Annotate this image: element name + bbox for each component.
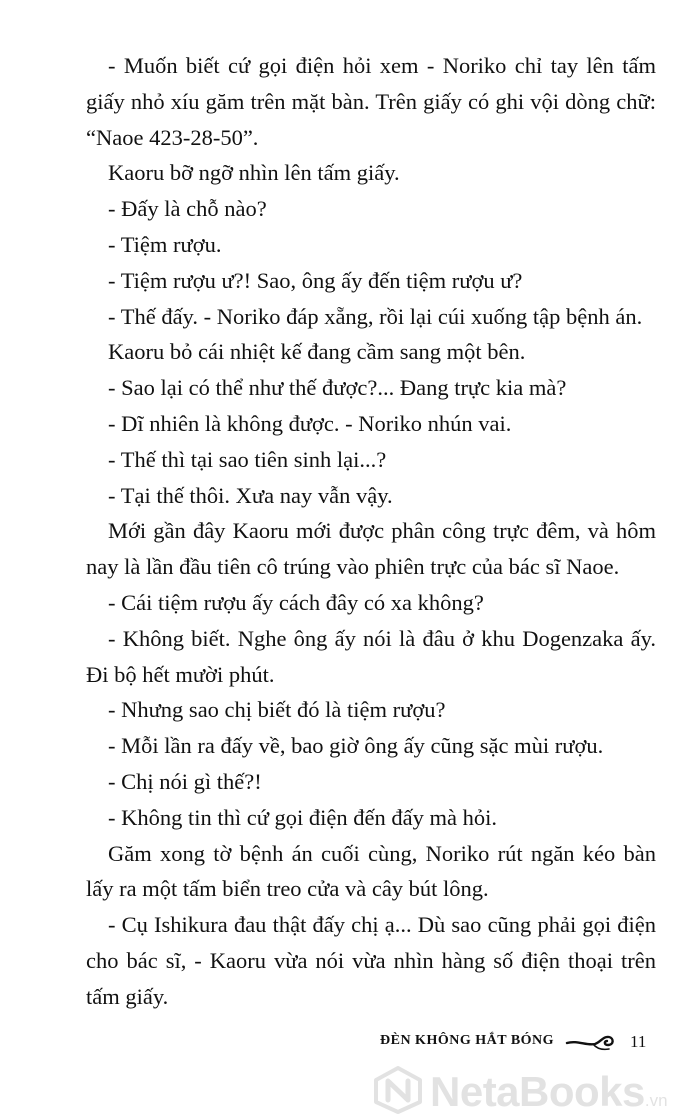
paragraph: - Mỗi lần ra đấy về, bao giờ ông ấy cũng sặc mùi rượu. (108, 733, 604, 759)
paragraph: - Tiệm rượu ư?! Sao, ông ấy đến tiệm rượu ư? (108, 267, 523, 293)
paragraph: - Nhưng sao chị biết đó là tiệm rượu? (108, 697, 446, 723)
paragraph: - Không tin thì cứ gọi điện đến đấy mà hỏi. (108, 804, 498, 830)
watermark (372, 1064, 697, 1118)
paragraph: - Tại thế thôi. Xưa nay vẫn vậy. (108, 482, 393, 508)
paragraph: - Muốn biết cứ gọi điện hỏi xem - Noriko chỉ tay lên tấm giấy nhỏ xíu găm trên mặt bàn. Trên giấy có ghi vội dòng chữ: “Naoe 423-28-50”. (86, 53, 656, 150)
paragraph: - Đấy là chỗ nào? (108, 196, 267, 222)
paragraph: Găm xong tờ bệnh án cuối cùng, Noriko rút ngăn kéo bàn lấy ra một tấm biển treo cửa và cây bút lông. (86, 840, 656, 902)
paragraph: Mới gần đây Kaoru mới được phân công trực đêm, và hôm nay là lần đầu tiên cô trúng vào phiên trực của bác sĩ Naoe. (86, 518, 656, 580)
paragraph: Kaoru bỡ ngỡ nhìn lên tấm giấy. (108, 160, 400, 186)
paragraph: - Thế đấy. - Noriko đáp xẵng, rồi lại cúi xuống tập bệnh án. (108, 303, 643, 329)
running-title: ĐÈN KHÔNG HẮT BÓNG (380, 1033, 555, 1048)
paragraph: - Thế thì tại sao tiên sinh lại...? (108, 446, 387, 472)
watermark-brand: NetaBooks (430, 1068, 645, 1115)
watermark-text (430, 1068, 668, 1116)
page-number: 11 (630, 1032, 647, 1051)
paragraph: - Cái tiệm rượu ấy cách đây có xa không? (108, 589, 484, 615)
paragraph: - Chị nói gì thế?! (108, 768, 262, 794)
paragraph: Kaoru bỏ cái nhiệt kế đang cầm sang một bên. (108, 339, 526, 365)
body-text (86, 48, 656, 1015)
netabooks-logo-icon (372, 1066, 424, 1114)
watermark-tld: .vn (644, 1091, 668, 1110)
paragraph: - Tiệm rượu. (108, 231, 222, 257)
paragraph: - Dĩ nhiên là không được. - Noriko nhún vai. (108, 410, 512, 436)
swash-flourish-icon (565, 1030, 617, 1054)
paragraph: - Sao lại có thể như thế được?... Đang trực kia mà? (108, 375, 567, 401)
paragraph: - Cụ Ishikura đau thật đấy chị ạ... Dù sao cũng phải gọi điện cho bác sĩ, - Kaoru vừa nói vừa nhìn hàng số điện thoại trên tấm giấy. (86, 912, 656, 1009)
paragraph: - Không biết. Nghe ông ấy nói là đâu ở khu Dogenzaka ấy. Đi bộ hết mười phút. (86, 625, 656, 687)
page-footer (0, 1030, 700, 1060)
